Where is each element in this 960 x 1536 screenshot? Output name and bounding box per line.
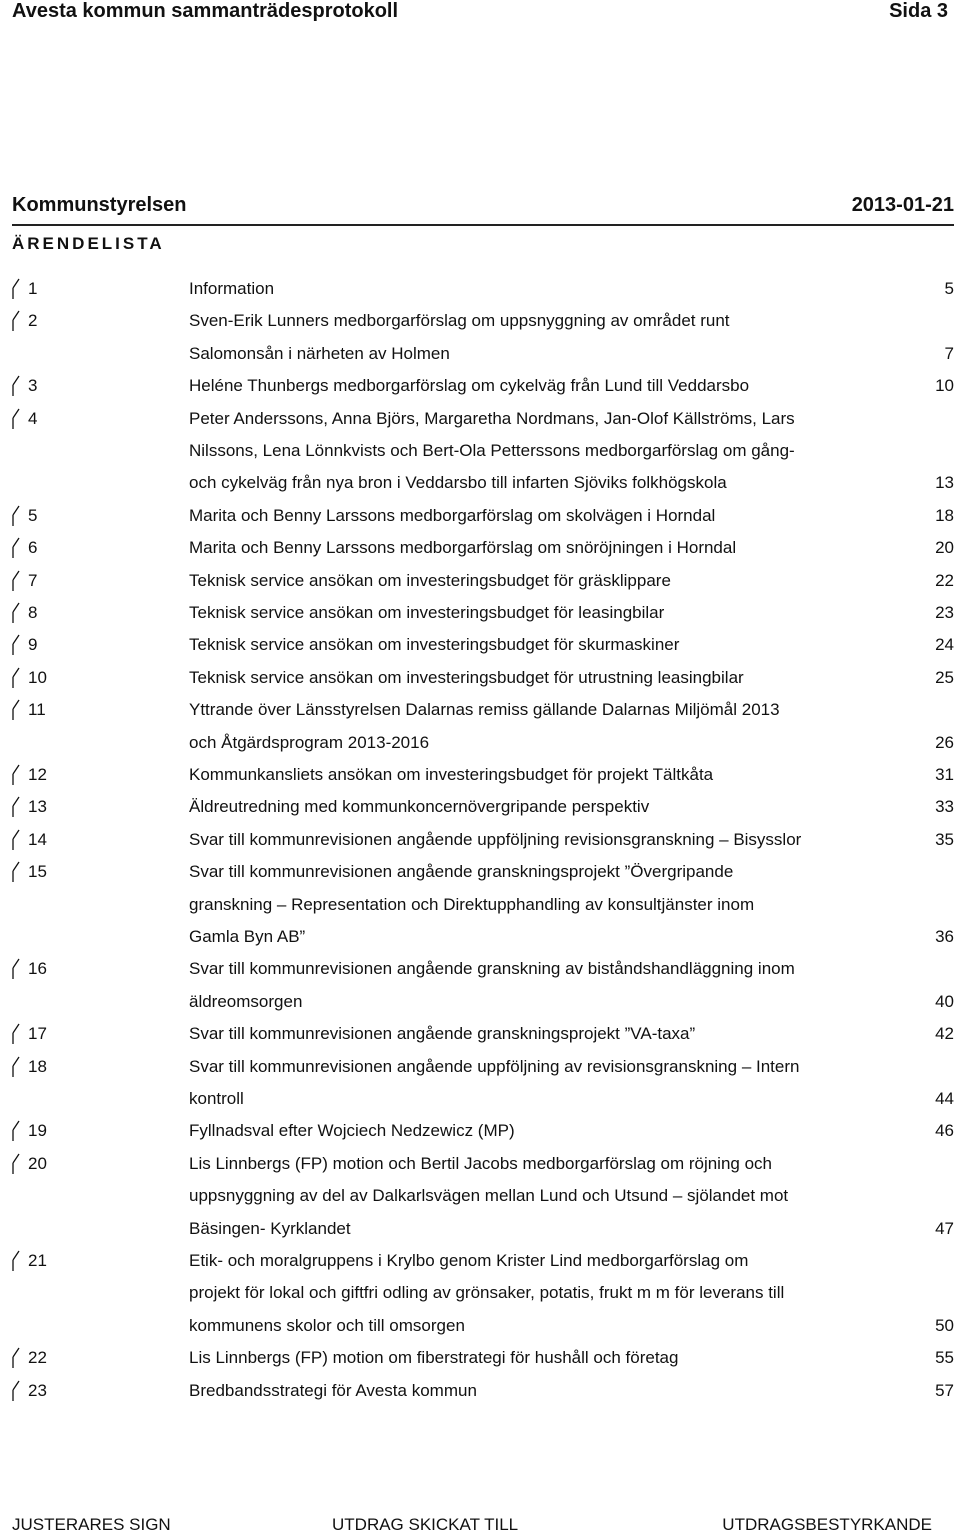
item-marker-icon xyxy=(12,602,20,624)
meeting-date: 2013-01-21 xyxy=(851,194,954,216)
item-marker-icon xyxy=(12,634,20,656)
item-title: Bäsingen- Kyrklandet xyxy=(189,1219,351,1238)
agenda-item xyxy=(0,1247,960,1275)
agenda-item xyxy=(0,631,960,659)
agenda-item xyxy=(0,1117,960,1145)
item-marker-icon xyxy=(12,699,20,721)
item-marker-icon xyxy=(12,537,20,559)
item-marker-icon xyxy=(12,1250,20,1272)
item-title: Sven-Erik Lunners medborgarförslag om uppsnyggning av området runt xyxy=(189,311,730,330)
item-number: 11 xyxy=(28,700,46,719)
footer-sent-label: UTDRAG SKICKAT TILL xyxy=(332,1515,519,1534)
agenda-item-continuation xyxy=(0,1312,960,1340)
item-number: 15 xyxy=(28,862,47,881)
item-page-number: 5 xyxy=(944,279,954,298)
item-number: 22 xyxy=(28,1348,47,1367)
item-title: Teknisk service ansökan om investeringsbudget för leasingbilar xyxy=(189,603,665,622)
item-title: Svar till kommunrevisionen angående granskning av biståndshandläggning inom xyxy=(189,959,795,978)
agenda-item-continuation xyxy=(0,469,960,497)
agenda-item xyxy=(0,858,960,886)
item-marker-icon xyxy=(12,505,20,527)
item-number: 2 xyxy=(28,311,38,330)
item-number: 1 xyxy=(28,279,38,298)
item-number: 17 xyxy=(28,1024,47,1043)
agenda-item xyxy=(0,1020,960,1048)
item-number: 9 xyxy=(28,635,38,654)
agenda-item xyxy=(0,307,960,335)
item-title: äldreomsorgen xyxy=(189,992,303,1011)
agenda-item xyxy=(0,826,960,854)
item-page-number: 50 xyxy=(935,1316,954,1335)
item-page-number: 31 xyxy=(935,765,954,784)
item-title: Information xyxy=(189,279,275,298)
item-marker-icon xyxy=(12,570,20,592)
agenda-item-continuation xyxy=(0,923,960,951)
agenda-item xyxy=(0,696,960,724)
item-title: Salomonsån i närheten av Holmen xyxy=(189,344,450,363)
agenda-item xyxy=(0,955,960,983)
agenda-item-continuation xyxy=(0,340,960,368)
agenda-item-continuation xyxy=(0,1182,960,1210)
agenda-item xyxy=(0,599,960,627)
item-title: Kommunkansliets ansökan om investeringsbudget för projekt Tältkåta xyxy=(189,765,714,784)
item-page-number: 33 xyxy=(935,797,954,816)
item-title: och cykelväg från nya bron i Veddarsbo till infarten Sjöviks folkhögskola xyxy=(189,473,727,492)
item-number: 10 xyxy=(28,668,47,687)
agenda-item xyxy=(0,1377,960,1405)
page-number: Sida 3 xyxy=(889,0,948,22)
item-page-number: 10 xyxy=(935,376,954,395)
item-title: Marita och Benny Larssons medborgarförslag om snöröjningen i Horndal xyxy=(189,538,737,557)
item-page-number: 57 xyxy=(935,1381,954,1400)
item-title: projekt för lokal och giftfri odling av grönsaker, potatis, frukt m m för leverans till xyxy=(189,1283,785,1302)
agenda-item xyxy=(0,1053,960,1081)
agenda-item-continuation xyxy=(0,729,960,757)
item-page-number: 13 xyxy=(935,473,954,492)
item-title: Peter Anderssons, Anna Björs, Margaretha Nordmans, Jan-Olof Källströms, Lars xyxy=(189,409,795,428)
item-page-number: 55 xyxy=(935,1348,954,1367)
item-page-number: 20 xyxy=(935,538,954,557)
item-marker-icon xyxy=(12,408,20,430)
agenda-item xyxy=(0,761,960,789)
item-title: Teknisk service ansökan om investeringsbudget för gräsklippare xyxy=(189,571,671,590)
item-title: Heléne Thunbergs medborgarförslag om cykelväg från Lund till Veddarsbo xyxy=(189,376,750,395)
item-number: 20 xyxy=(28,1154,47,1173)
item-page-number: 35 xyxy=(935,830,954,849)
item-title: Bredbandsstrategi för Avesta kommun xyxy=(189,1381,477,1400)
agenda-item-continuation xyxy=(0,1279,960,1307)
item-number: 14 xyxy=(28,830,47,849)
agenda-item xyxy=(0,1344,960,1372)
item-marker-icon xyxy=(12,667,20,689)
item-title: Teknisk service ansökan om investeringsbudget för skurmaskiner xyxy=(189,635,680,654)
item-title: Lis Linnbergs (FP) motion om fiberstrategi för hushåll och företag xyxy=(189,1348,679,1367)
item-number: 18 xyxy=(28,1057,47,1076)
item-title: kommunens skolor och till omsorgen xyxy=(189,1316,465,1335)
item-marker-icon xyxy=(12,1380,20,1402)
agenda-item xyxy=(0,275,960,303)
item-title: Nilssons, Lena Lönnkvists och Bert-Ola Petterssons medborgarförslag om gång- xyxy=(189,441,795,460)
agenda-item xyxy=(0,567,960,595)
item-page-number: 23 xyxy=(935,603,954,622)
item-marker-icon xyxy=(12,1153,20,1175)
item-title: Yttrande över Länsstyrelsen Dalarnas remiss gällande Dalarnas Miljömål 2013 xyxy=(189,700,780,719)
item-page-number: 7 xyxy=(944,344,954,363)
item-title: Etik- och moralgruppens i Krylbo genom Krister Lind medborgarförslag om xyxy=(189,1251,749,1270)
item-number: 23 xyxy=(28,1381,47,1400)
item-marker-icon xyxy=(12,958,20,980)
item-page-number: 22 xyxy=(935,571,954,590)
committee-name: Kommunstyrelsen xyxy=(12,194,187,216)
agenda-item-continuation xyxy=(0,891,960,919)
item-title: Teknisk service ansökan om investeringsbudget för utrustning leasingbilar xyxy=(189,668,744,687)
agenda-item-continuation xyxy=(0,1215,960,1243)
item-page-number: 40 xyxy=(935,992,954,1011)
item-number: 19 xyxy=(28,1121,47,1140)
item-marker-icon xyxy=(12,1023,20,1045)
item-number: 8 xyxy=(28,603,38,622)
item-marker-icon xyxy=(12,1347,20,1369)
footer-sign-label: JUSTERARES SIGN xyxy=(12,1515,171,1534)
agenda-item-continuation xyxy=(0,988,960,1016)
item-marker-icon xyxy=(12,796,20,818)
agenda-item xyxy=(0,372,960,400)
item-title: granskning – Representation och Direktupphandling av konsultjänster inom xyxy=(189,895,755,914)
item-title: Marita och Benny Larssons medborgarförslag om skolvägen i Horndal xyxy=(189,506,716,525)
item-page-number: 44 xyxy=(935,1089,954,1108)
item-number: 12 xyxy=(28,765,47,784)
item-title: Lis Linnbergs (FP) motion och Bertil Jacobs medborgarförslag om röjning och xyxy=(189,1154,772,1173)
item-marker-icon xyxy=(12,278,20,300)
agenda-item xyxy=(0,793,960,821)
page-header xyxy=(12,0,948,28)
item-page-number: 42 xyxy=(935,1024,954,1043)
item-page-number: 46 xyxy=(935,1121,954,1140)
header-divider xyxy=(12,224,954,226)
item-title: Fyllnadsval efter Wojciech Nedzewicz (MP) xyxy=(189,1121,515,1140)
agenda-item xyxy=(0,1150,960,1178)
item-number: 5 xyxy=(28,506,38,525)
item-page-number: 24 xyxy=(935,635,954,654)
footer-certified-label: UTDRAGSBESTYRKANDE xyxy=(722,1515,932,1534)
item-title: Svar till kommunrevisionen angående uppföljning revisionsgranskning – Bisysslor xyxy=(189,830,802,849)
agenda-item-continuation xyxy=(0,1085,960,1113)
item-number: 6 xyxy=(28,538,38,557)
list-heading: ÄRENDELISTA xyxy=(12,234,165,253)
item-title: Svar till kommunrevisionen angående granskningsprojekt ”Övergripande xyxy=(189,862,734,881)
agenda-item xyxy=(0,502,960,530)
agenda-item xyxy=(0,664,960,692)
document-title: Avesta kommun sammanträdesprotokoll xyxy=(12,0,399,22)
agenda-item-continuation xyxy=(0,437,960,465)
item-title: Svar till kommunrevisionen angående granskningsprojekt ”VA-taxa” xyxy=(189,1024,696,1043)
item-number: 13 xyxy=(28,797,47,816)
item-page-number: 47 xyxy=(935,1219,954,1238)
agenda-item xyxy=(0,534,960,562)
item-marker-icon xyxy=(12,764,20,786)
item-page-number: 18 xyxy=(935,506,954,525)
agenda-item xyxy=(0,405,960,433)
item-number: 7 xyxy=(28,571,38,590)
meeting-header xyxy=(12,194,954,217)
item-title: Svar till kommunrevisionen angående uppföljning av revisionsgranskning – Intern xyxy=(189,1057,800,1076)
item-marker-icon xyxy=(12,375,20,397)
item-marker-icon xyxy=(12,1120,20,1142)
item-page-number: 36 xyxy=(935,927,954,946)
item-number: 3 xyxy=(28,376,38,395)
item-title: Äldreutredning med kommunkoncernövergripande perspektiv xyxy=(189,797,650,816)
item-title: uppsnyggning av del av Dalkarlsvägen mellan Lund och Utsund – sjölandet mot xyxy=(189,1186,789,1205)
item-page-number: 26 xyxy=(935,733,954,752)
item-marker-icon xyxy=(12,1056,20,1078)
item-title: kontroll xyxy=(189,1089,244,1108)
item-page-number: 25 xyxy=(935,668,954,687)
page-footer xyxy=(12,1515,932,1536)
item-number: 16 xyxy=(28,959,47,978)
item-marker-icon xyxy=(12,829,20,851)
item-title: och Åtgärdsprogram 2013-2016 xyxy=(189,733,430,752)
item-number: 21 xyxy=(28,1251,47,1270)
item-marker-icon xyxy=(12,310,20,332)
item-marker-icon xyxy=(12,861,20,883)
item-title: Gamla Byn AB” xyxy=(189,927,306,946)
item-number: 4 xyxy=(28,409,38,428)
